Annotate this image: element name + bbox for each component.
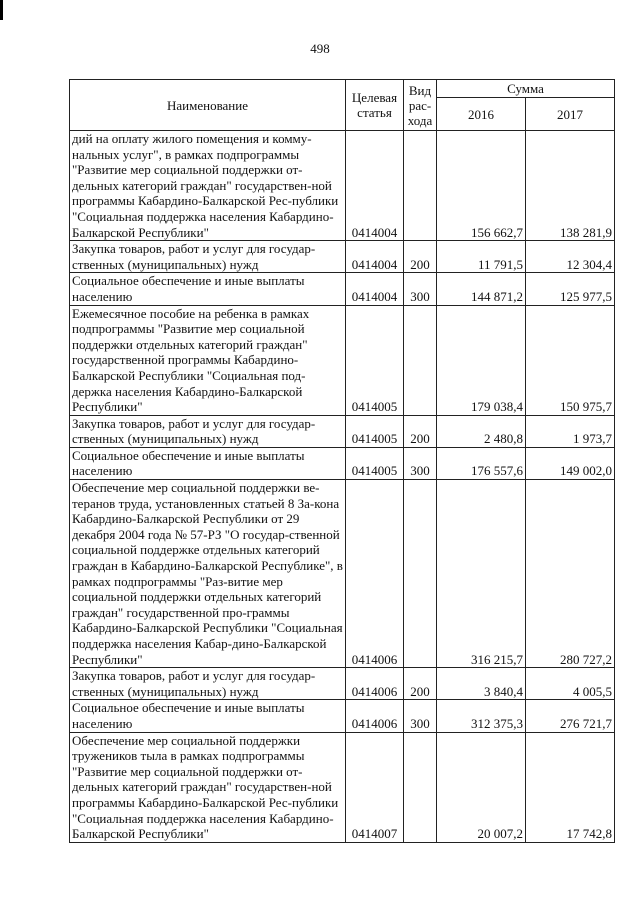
table-row	[70, 415, 615, 447]
header-amount: Сумма	[437, 80, 615, 98]
row-name: Закупка товаров, работ и услуг для государ-ственных (муниципальных) нужд	[70, 241, 346, 273]
table-row	[70, 668, 615, 700]
row-expense-type: 300	[404, 273, 437, 305]
row-name: Закупка товаров, работ и услуг для государ-ственных (муниципальных) нужд	[70, 668, 346, 700]
table-row	[70, 480, 615, 668]
page-number: 498	[310, 41, 330, 56]
row-amount-2017: 276 721,7	[526, 700, 615, 732]
row-amount-2016: 3 840,4	[437, 668, 526, 700]
header-type: Вид рас-хода	[404, 80, 437, 131]
row-target-code: 0414004	[346, 241, 404, 273]
row-expense-type	[404, 131, 437, 241]
table-row	[70, 700, 615, 732]
row-expense-type: 200	[404, 241, 437, 273]
row-name: Обеспечение мер социальной поддержки тружеников тыла в рамках подпрограммы "Развитие мер социальной поддержки от-дельных категорий граждан" государствен-ной программы Кабардино-Балкарской Рес-публики "Социальная поддержка населения Кабардино-Балкарской Республики"	[70, 732, 346, 842]
row-expense-type	[404, 480, 437, 668]
row-expense-type	[404, 305, 437, 415]
row-target-code: 0414005	[346, 305, 404, 415]
row-target-code: 0414004	[346, 273, 404, 305]
row-amount-2016: 11 791,5	[437, 241, 526, 273]
row-amount-2016: 316 215,7	[437, 480, 526, 668]
row-amount-2017: 280 727,2	[526, 480, 615, 668]
row-target-code: 0414005	[346, 447, 404, 479]
table-row	[70, 305, 615, 415]
row-expense-type: 300	[404, 700, 437, 732]
header-code: Целевая статья	[346, 80, 404, 131]
row-amount-2016: 20 007,2	[437, 732, 526, 842]
row-name: дий на оплату жилого помещения и комму-нальных услуг", в рамках подпрограммы "Развитие мер социальной поддержки от-дельных категорий граждан" государствен-ной программы Кабардино-Балкарской Рес-публики "Социальная поддержка населения Кабардино-Балкарской Республики"	[70, 131, 346, 241]
budget-table	[69, 79, 615, 843]
row-amount-2016: 144 871,2	[437, 273, 526, 305]
row-amount-2017: 1 973,7	[526, 415, 615, 447]
row-amount-2016: 2 480,8	[437, 415, 526, 447]
table-row	[70, 447, 615, 479]
row-expense-type	[404, 732, 437, 842]
row-amount-2017: 125 977,5	[526, 273, 615, 305]
table-row	[70, 732, 615, 842]
row-expense-type: 200	[404, 668, 437, 700]
row-name: Социальное обеспечение и иные выплаты населению	[70, 273, 346, 305]
row-target-code: 0414007	[346, 732, 404, 842]
row-expense-type: 300	[404, 447, 437, 479]
row-expense-type: 200	[404, 415, 437, 447]
row-name: Обеспечение мер социальной поддержки ве-теранов труда, установленных статьей 8 За-кона Кабардино-Балкарской Республики от 29 декабря 2004 года № 57-РЗ "О государ-ственной социальной поддержке отдельных категорий граждан в Кабардино-Балкарской Республике", в рамках подпрограммы "Раз-витие мер социальной поддержки отдельных категорий граждан" государственной про-граммы Кабардино-Балкарской Республики "Социальная поддержка населения Кабар-дино-Балкарской Республики"	[70, 480, 346, 668]
row-amount-2017: 12 304,4	[526, 241, 615, 273]
row-amount-2016: 312 375,3	[437, 700, 526, 732]
table-row	[70, 273, 615, 305]
row-name: Социальное обеспечение и иные выплаты населению	[70, 700, 346, 732]
row-amount-2017: 4 005,5	[526, 668, 615, 700]
row-target-code: 0414004	[346, 131, 404, 241]
row-target-code: 0414006	[346, 480, 404, 668]
table-body	[70, 131, 615, 843]
row-amount-2016: 176 557,6	[437, 447, 526, 479]
row-name: Закупка товаров, работ и услуг для государ-ственных (муниципальных) нужд	[70, 415, 346, 447]
header-name: Наименование	[70, 80, 346, 131]
header-year-2016: 2016	[437, 98, 526, 131]
header-year-2017: 2017	[526, 98, 615, 131]
row-amount-2017: 150 975,7	[526, 305, 615, 415]
row-amount-2016: 179 038,4	[437, 305, 526, 415]
row-target-code: 0414005	[346, 415, 404, 447]
scan-edge-mark	[0, 0, 3, 20]
row-amount-2017: 138 281,9	[526, 131, 615, 241]
table-row	[70, 131, 615, 241]
table-row	[70, 241, 615, 273]
row-name: Ежемесячное пособие на ребенка в рамках подпрограммы "Развитие мер социальной поддержки отдельных категорий граждан" государственной программы Кабардино-Балкарской Республики "Социальная под-держка населения Кабардино-Балкарской Республики"	[70, 305, 346, 415]
row-amount-2017: 17 742,8	[526, 732, 615, 842]
row-target-code: 0414006	[346, 668, 404, 700]
row-target-code: 0414006	[346, 700, 404, 732]
row-amount-2017: 149 002,0	[526, 447, 615, 479]
row-amount-2016: 156 662,7	[437, 131, 526, 241]
row-name: Социальное обеспечение и иные выплаты населению	[70, 447, 346, 479]
